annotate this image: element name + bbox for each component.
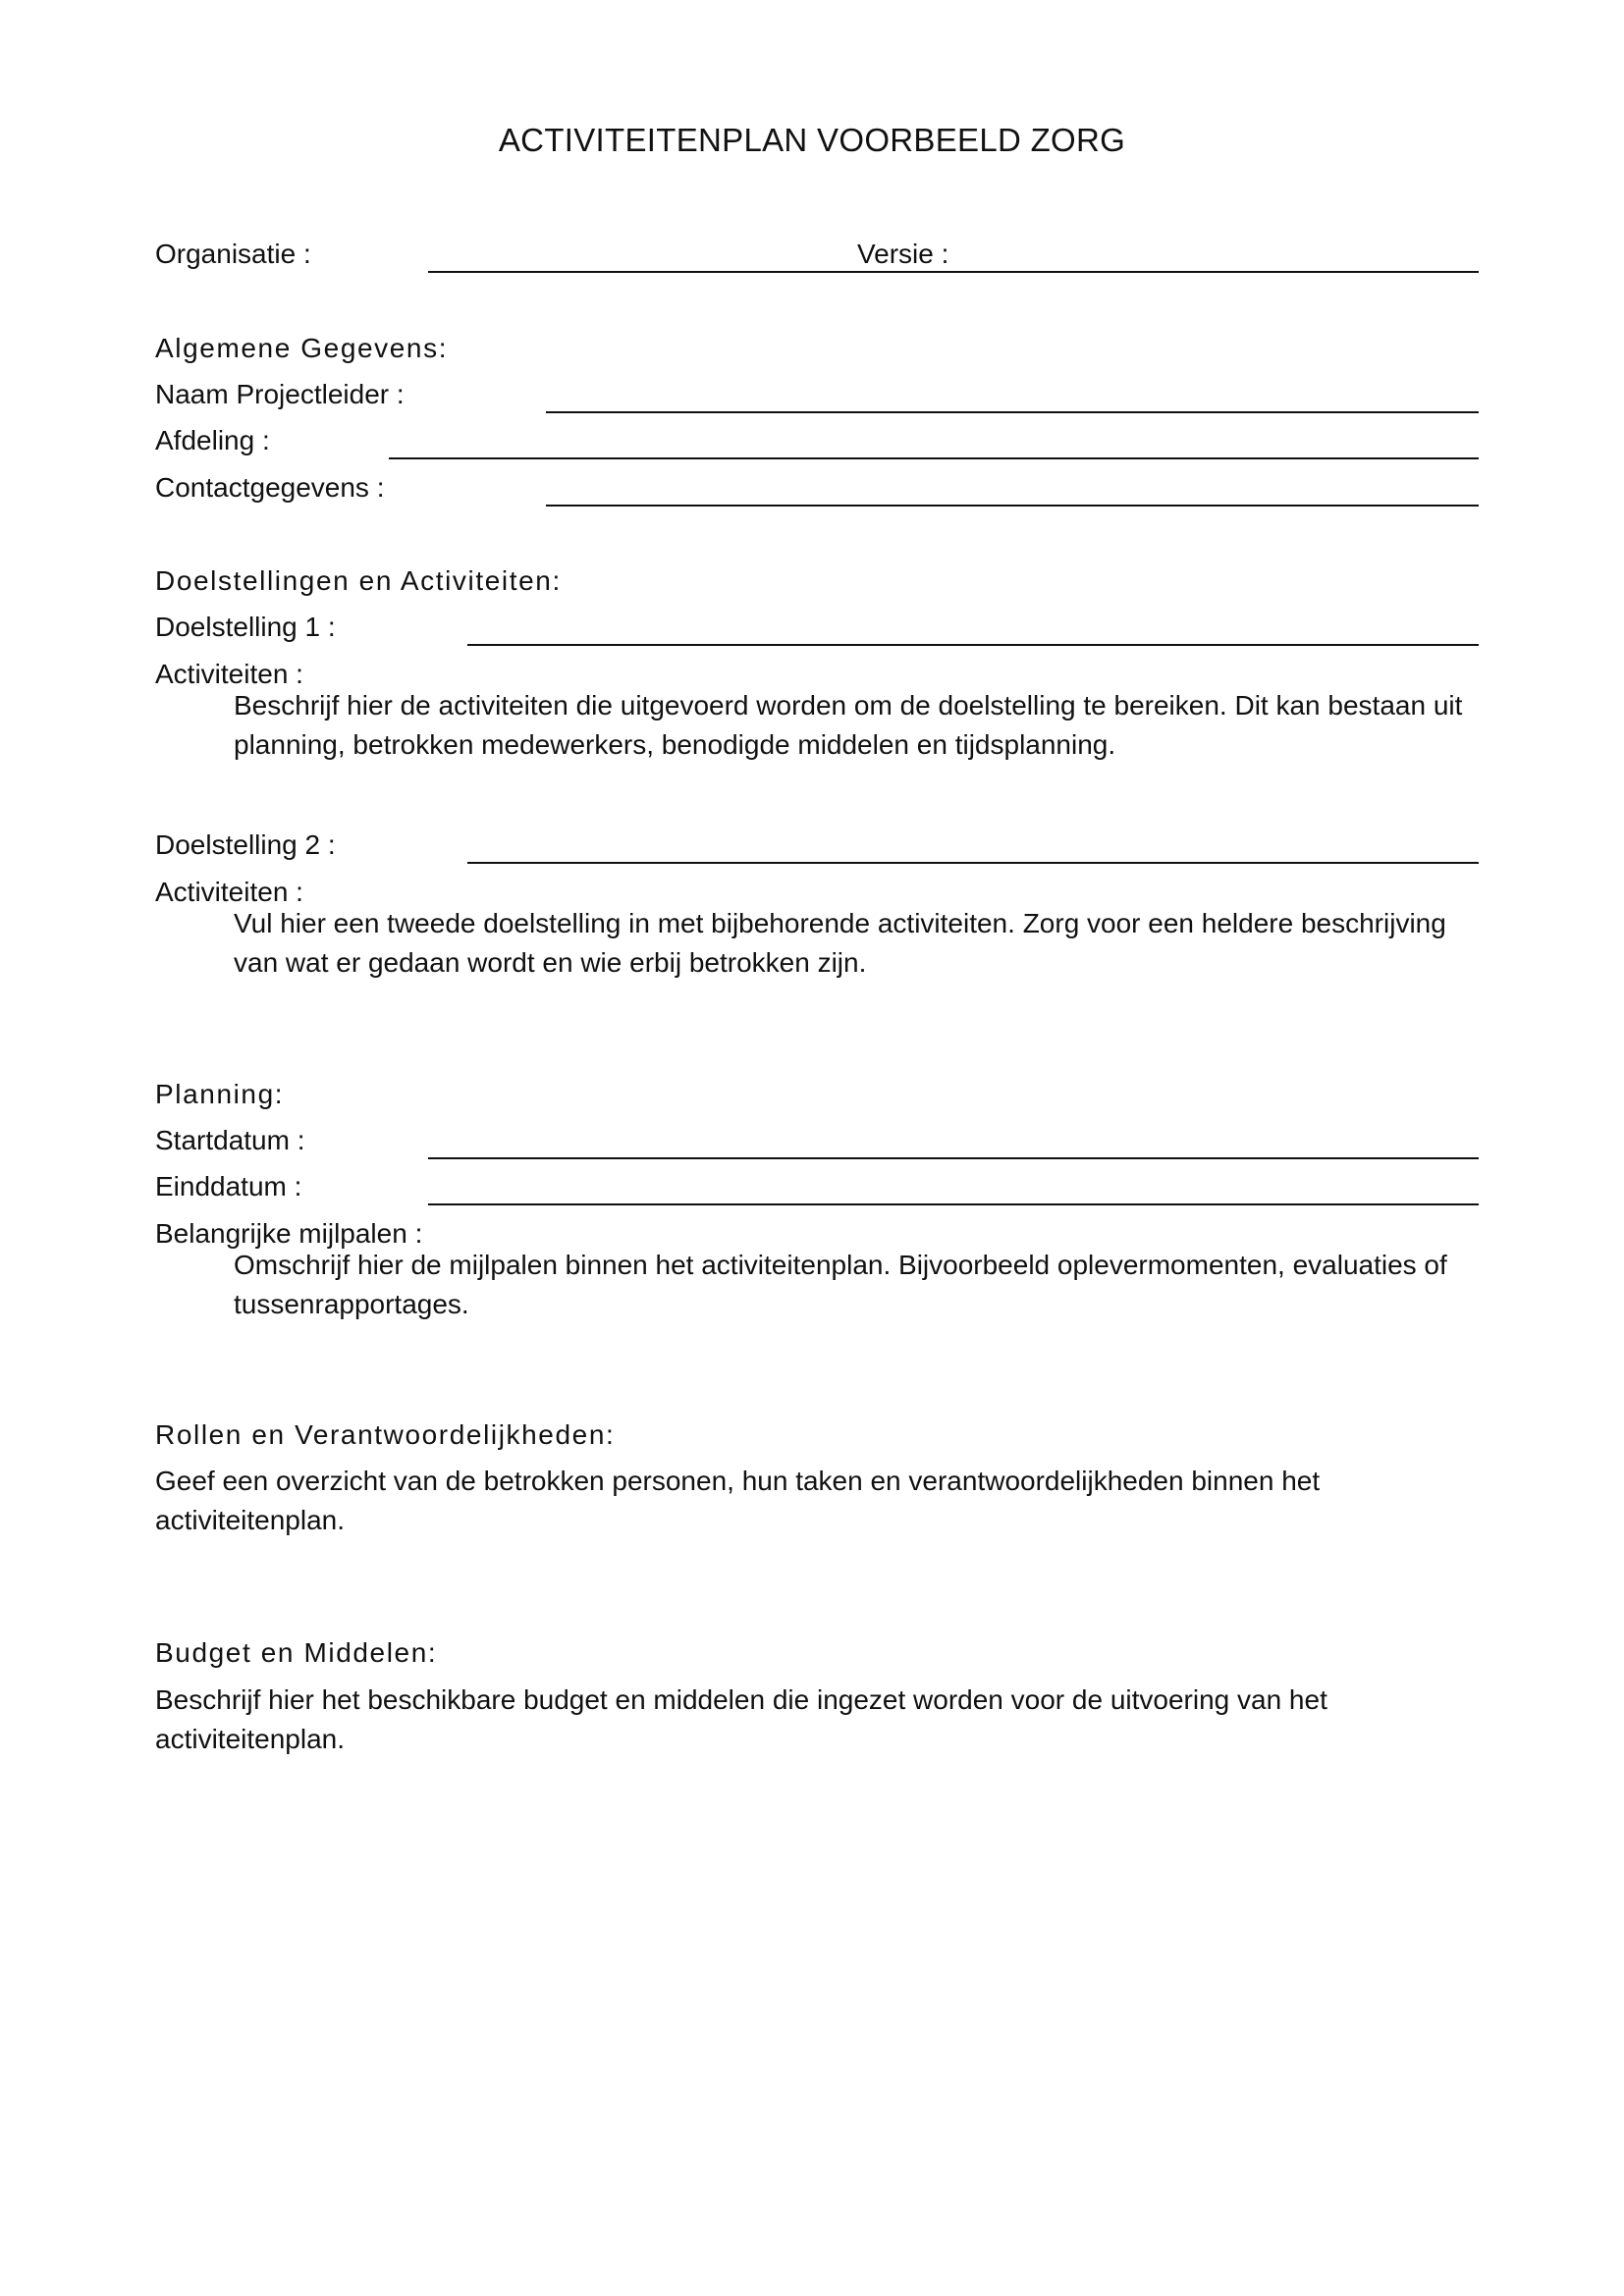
activiteiten-2-description: Vul hier een tweede doelstelling in met bijbehorende activiteiten. Zorg voor een heldere beschrijving van wat er gedaan wordt en wie erbij betrokken zijn. (234, 908, 1446, 978)
naam-projectleider-field-line[interactable] (546, 411, 1479, 413)
activiteiten-1-description: Beschrijf hier de activiteiten die uitgevoerd worden om de doelstelling te bereiken. Dit kan bestaan uit planning, betrokken medewerkers, benodigde middelen en tijdsplanning. (234, 690, 1463, 760)
document-title: ACTIVITEITENPLAN VOORBEELD ZORG (498, 122, 1126, 158)
mijlpalen-label: Belangrijke mijlpalen : (155, 1218, 423, 1249)
budget-description: Beschrijf hier het beschikbare budget en middelen die ingezet worden voor de uitvoering van het activiteitenplan. (155, 1684, 1327, 1754)
rollen-description: Geef een overzicht van de betrokken personen, hun taken en verantwoordelijkheden binnen het activiteitenplan. (155, 1466, 1321, 1535)
startdatum-label: Startdatum : (155, 1125, 305, 1155)
planning-heading: Planning: (155, 1079, 285, 1109)
activiteiten-2-label: Activiteiten : (155, 877, 303, 907)
organisatie-label: Organisatie : (155, 239, 311, 269)
einddatum-field-line[interactable] (428, 1203, 1479, 1205)
versie-label: Versie : (857, 239, 949, 269)
activiteiten-1-label: Activiteiten : (155, 659, 303, 689)
afdeling-field-line[interactable] (389, 457, 1479, 459)
contactgegevens-field-line[interactable] (546, 505, 1479, 507)
afdeling-label: Afdeling : (155, 425, 270, 455)
organisatie-field-line[interactable] (428, 271, 1479, 273)
doelstelling-2-field-line[interactable] (467, 862, 1479, 864)
doelstellingen-heading: Doelstellingen en Activiteiten: (155, 565, 562, 596)
naam-projectleider-label: Naam Projectleider : (155, 379, 405, 409)
contactgegevens-label: Contactgegevens : (155, 472, 385, 503)
startdatum-field-line[interactable] (428, 1157, 1479, 1159)
budget-heading: Budget en Middelen: (155, 1637, 438, 1668)
doelstelling-2-label: Doelstelling 2 : (155, 829, 336, 860)
mijlpalen-description: Omschrijf hier de mijlpalen binnen het activiteitenplan. Bijvoorbeeld oplevermomenten, evaluaties of tussenrapportages. (234, 1250, 1447, 1319)
einddatum-label: Einddatum : (155, 1171, 302, 1201)
algemene-gegevens-heading: Algemene Gegevens: (155, 333, 449, 363)
rollen-heading: Rollen en Verantwoordelijkheden: (155, 1419, 616, 1450)
doelstelling-1-label: Doelstelling 1 : (155, 612, 336, 642)
doelstelling-1-field-line[interactable] (467, 644, 1479, 646)
